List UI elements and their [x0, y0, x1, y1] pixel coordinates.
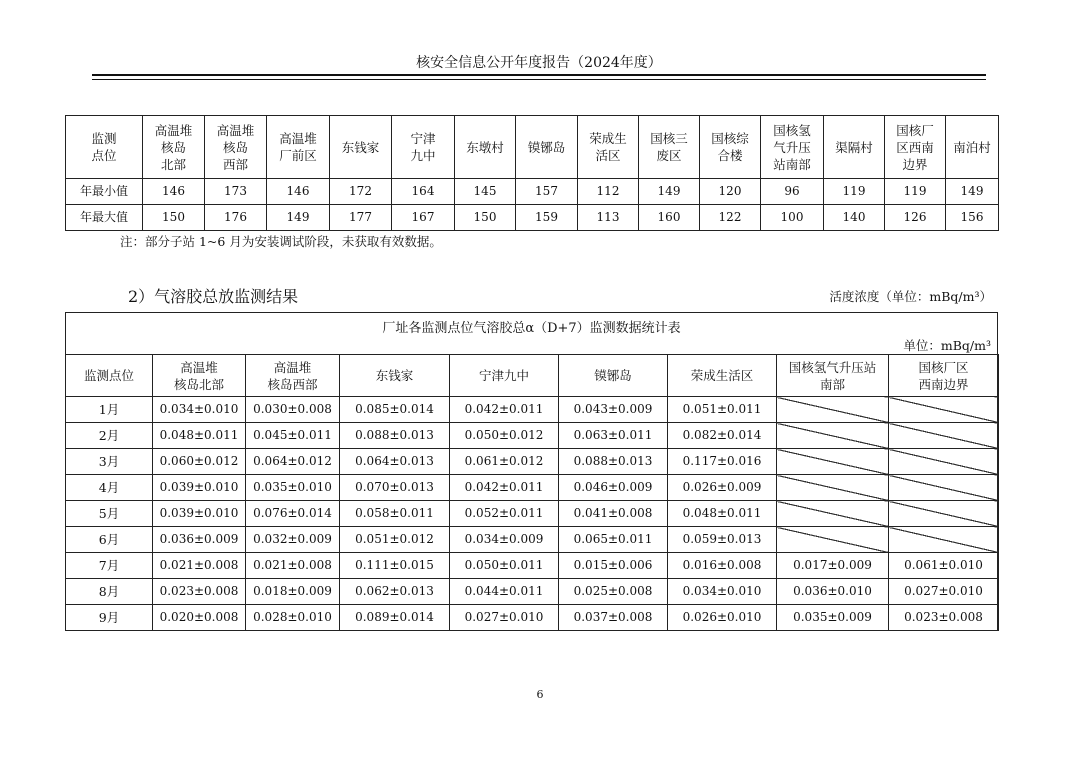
- t1-header-line: 宁津: [410, 131, 436, 146]
- t2-value-cell: 0.037±0.008: [559, 605, 668, 631]
- t2-row: [66, 475, 999, 501]
- t1-header-cell: [205, 116, 267, 179]
- t1-header-line: 镆铘岛: [527, 139, 566, 155]
- t2-value-cell: 0.020±0.008: [153, 605, 246, 631]
- t1-header-line: 站南部: [773, 156, 811, 172]
- t2-header-cell: [340, 355, 450, 397]
- t2-empty-cell: [889, 475, 999, 501]
- page-number: 6: [536, 688, 544, 701]
- t1-header-cell: [267, 116, 330, 179]
- t2-value-cell: 0.051±0.011: [668, 397, 777, 423]
- t1-value-cell: 122: [700, 205, 761, 231]
- t2-value-cell: 0.023±0.008: [889, 605, 999, 631]
- t2-value-cell: 0.039±0.010: [153, 501, 246, 527]
- t1-value-cell: 159: [516, 205, 578, 231]
- t2-row-label: 7月: [66, 553, 153, 579]
- t2-empty-cell: [777, 397, 889, 423]
- t1-header-line: 渠隔村: [835, 139, 873, 155]
- t1-value-cell: 150: [455, 205, 516, 231]
- t1-value-cell: 172: [330, 179, 392, 205]
- t1-value-cell: 177: [330, 205, 392, 231]
- t1-header-cell: [392, 116, 455, 179]
- t2-value-cell: 0.023±0.008: [153, 579, 246, 605]
- t1-header-line: 北部: [160, 156, 186, 172]
- t1-value-cell: 113: [578, 205, 639, 231]
- t2-empty-cell: [777, 527, 889, 553]
- t2-value-cell: 0.026±0.010: [668, 605, 777, 631]
- t2-header-cell: [246, 355, 340, 397]
- t2-value-cell: 0.063±0.011: [559, 423, 668, 449]
- t1-header-line: 高温堆: [154, 122, 193, 138]
- t1-header-line: 废区: [656, 148, 682, 163]
- t1-header-line: 边界: [902, 156, 928, 172]
- t1-header-line: 核岛: [222, 139, 248, 155]
- t1-value-cell: 149: [267, 205, 330, 231]
- t1-header-cell: [824, 116, 885, 179]
- t1-value-cell: 96: [761, 179, 824, 205]
- t2-empty-cell: [777, 501, 889, 527]
- t2-value-cell: 0.036±0.010: [777, 579, 889, 605]
- t1-value-cell: 160: [639, 205, 700, 231]
- t2-row: [66, 423, 999, 449]
- t2-header-cell: [777, 355, 889, 397]
- t1-header-line: 东钱家: [341, 139, 380, 155]
- t1-header-line: 国核氢: [773, 122, 811, 138]
- t1-value-cell: 145: [455, 179, 516, 205]
- t2-value-cell: 0.042±0.011: [450, 475, 559, 501]
- t2-value-cell: 0.061±0.012: [450, 449, 559, 475]
- t2-value-cell: 0.034±0.009: [450, 527, 559, 553]
- table1-note: 注：部分子站 1~6 月为安装调试阶段，未获取有效数据。: [120, 234, 442, 249]
- t1-header-cell: [946, 116, 999, 179]
- t2-row-label: 5月: [66, 501, 153, 527]
- t2-row-label: 2月: [66, 423, 153, 449]
- t2-value-cell: 0.021±0.008: [246, 553, 340, 579]
- t1-header-cell: [761, 116, 824, 179]
- t1-value-cell: 112: [578, 179, 639, 205]
- t1-row-label: 年最大值: [66, 205, 143, 231]
- t2-header-line: 南部: [819, 376, 845, 392]
- t2-header-line: 高温堆: [273, 359, 312, 375]
- t1-value-cell: 140: [824, 205, 885, 231]
- t2-value-cell: 0.034±0.010: [153, 397, 246, 423]
- t2-header-line: 西南边界: [918, 376, 969, 392]
- t2-value-cell: 0.076±0.014: [246, 501, 340, 527]
- t2-row-label: 9月: [66, 605, 153, 631]
- t2-header-line: 高温堆: [180, 359, 218, 375]
- t1-row-label: 年最小值: [66, 179, 143, 205]
- t2-value-cell: 0.030±0.008: [246, 397, 340, 423]
- t2-value-cell: 0.017±0.009: [777, 553, 889, 579]
- t1-header-line: 国核厂: [896, 122, 934, 138]
- t1-value-cell: 119: [824, 179, 885, 205]
- t2-value-cell: 0.026±0.009: [668, 475, 777, 501]
- t1-header-line: 国核三: [650, 131, 688, 146]
- t1-row: [66, 205, 999, 231]
- t2-value-cell: 0.035±0.009: [777, 605, 889, 631]
- t2-value-cell: 0.048±0.011: [153, 423, 246, 449]
- t2-empty-cell: [889, 449, 999, 475]
- t2-value-cell: 0.042±0.011: [450, 397, 559, 423]
- t2-value-cell: 0.065±0.011: [559, 527, 668, 553]
- t1-header-cell: [330, 116, 392, 179]
- t1-value-cell: 157: [516, 179, 578, 205]
- t2-value-cell: 0.060±0.012: [153, 449, 246, 475]
- t2-header-line: 监测点位: [83, 368, 134, 383]
- t1-value-cell: 146: [143, 179, 205, 205]
- t1-header-line: 监测: [91, 131, 117, 146]
- t2-value-cell: 0.062±0.013: [340, 579, 450, 605]
- section-unit: 活度浓度（单位：mBq/m³）: [829, 289, 992, 304]
- t2-row-label: 4月: [66, 475, 153, 501]
- t1-header-line: 西部: [222, 156, 248, 172]
- t2-value-cell: 0.088±0.013: [340, 423, 450, 449]
- page-header-title: 核安全信息公开年度报告（2024年度）: [416, 55, 662, 71]
- t2-row: [66, 397, 999, 423]
- t2-header-cell: [559, 355, 668, 397]
- t1-value-cell: 173: [205, 179, 267, 205]
- t1-header-cell: [455, 116, 516, 179]
- t2-value-cell: 0.050±0.012: [450, 423, 559, 449]
- t1-header-line: 高温堆: [279, 131, 317, 146]
- t2-empty-cell: [889, 527, 999, 553]
- t2-row: [66, 605, 999, 631]
- t2-value-cell: 0.035±0.010: [246, 475, 340, 501]
- t1-header-cell: [700, 116, 761, 179]
- t1-header-line: 厂前区: [279, 148, 317, 163]
- t2-empty-cell: [777, 423, 889, 449]
- t2-value-cell: 0.041±0.008: [559, 501, 668, 527]
- t2-value-cell: 0.085±0.014: [340, 397, 450, 423]
- t1-value-cell: 146: [267, 179, 330, 205]
- t2-row: [66, 553, 999, 579]
- t1-header-cell: [143, 116, 205, 179]
- t1-header-line: 高温堆: [216, 122, 255, 138]
- t2-header-line: 国核氢气升压站: [788, 359, 877, 375]
- t2-empty-cell: [889, 423, 999, 449]
- t2-value-cell: 0.045±0.011: [246, 423, 340, 449]
- t2-value-cell: 0.016±0.008: [668, 553, 777, 579]
- t2-header-line: 宁津九中: [478, 368, 529, 383]
- t2-value-cell: 0.050±0.011: [450, 553, 559, 579]
- t2-value-cell: 0.088±0.013: [559, 449, 668, 475]
- t2-value-cell: 0.111±0.015: [340, 553, 450, 579]
- t2-header-line: 国核厂区: [918, 359, 969, 375]
- t2-value-cell: 0.021±0.008: [153, 553, 246, 579]
- t1-value-cell: 150: [143, 205, 205, 231]
- t2-value-cell: 0.046±0.009: [559, 475, 668, 501]
- t2-value-cell: 0.044±0.011: [450, 579, 559, 605]
- t2-value-cell: 0.027±0.010: [889, 579, 999, 605]
- t2-row: [66, 449, 999, 475]
- t2-value-cell: 0.064±0.013: [340, 449, 450, 475]
- t2-empty-cell: [889, 397, 999, 423]
- t2-empty-cell: [777, 449, 889, 475]
- t1-value-cell: 119: [885, 179, 946, 205]
- t1-value-cell: 176: [205, 205, 267, 231]
- t2-header-cell: [889, 355, 999, 397]
- t2-value-cell: 0.034±0.010: [668, 579, 777, 605]
- t2-header-line: 镆铘岛: [594, 368, 632, 383]
- t2-value-cell: 0.061±0.010: [889, 553, 999, 579]
- t1-header-line: 核岛: [160, 139, 186, 155]
- t1-row: [66, 179, 999, 205]
- t2-header-line: 东钱家: [375, 368, 414, 383]
- t1-header-line: 荣成生: [589, 131, 627, 146]
- t2-value-cell: 0.039±0.010: [153, 475, 246, 501]
- t2-value-cell: 0.058±0.011: [340, 501, 450, 527]
- t2-empty-cell: [777, 475, 889, 501]
- t2-row: [66, 527, 999, 553]
- t1-header-line: 南泊村: [953, 139, 991, 155]
- t1-header-cell: [578, 116, 639, 179]
- t2-value-cell: 0.025±0.008: [559, 579, 668, 605]
- t2-value-cell: 0.082±0.014: [668, 423, 777, 449]
- t2-value-cell: 0.027±0.010: [450, 605, 559, 631]
- gamma-dose-rate-table: [65, 115, 999, 231]
- t2-row-label: 8月: [66, 579, 153, 605]
- t2-value-cell: 0.018±0.009: [246, 579, 340, 605]
- t2-value-cell: 0.117±0.016: [668, 449, 777, 475]
- t2-value-cell: 0.015±0.006: [559, 553, 668, 579]
- t2-header-line: 荣成生活区: [690, 368, 754, 383]
- t2-row: [66, 579, 999, 605]
- t1-header-line: 气升压: [773, 139, 811, 155]
- aerosol-alpha-table: [65, 354, 999, 631]
- t1-header-cell: [639, 116, 700, 179]
- t2-row-label: 3月: [66, 449, 153, 475]
- t2-header-cell: [153, 355, 246, 397]
- t1-header-line: 合楼: [717, 148, 743, 163]
- t1-header-cell: [66, 116, 143, 179]
- t1-header-line: 九中: [410, 148, 436, 163]
- header-rule-thin: [92, 79, 986, 80]
- t1-value-cell: 100: [761, 205, 824, 231]
- t1-value-cell: 120: [700, 179, 761, 205]
- t2-header-cell: [668, 355, 777, 397]
- aerosol-table-unit: 单位：mBq/m³: [903, 338, 991, 353]
- t2-row-label: 6月: [66, 527, 153, 553]
- t1-header-line: 点位: [91, 148, 117, 163]
- t1-header-line: 活区: [595, 148, 621, 163]
- t1-value-cell: 149: [946, 179, 999, 205]
- t2-value-cell: 0.048±0.011: [668, 501, 777, 527]
- t2-row: [66, 501, 999, 527]
- t2-empty-cell: [889, 501, 999, 527]
- header-rule-thick: [92, 74, 986, 76]
- t1-header-line: 国核综: [711, 131, 749, 146]
- t2-row-label: 1月: [66, 397, 153, 423]
- t2-header-cell: [66, 355, 153, 397]
- t2-value-cell: 0.070±0.013: [340, 475, 450, 501]
- t2-value-cell: 0.064±0.012: [246, 449, 340, 475]
- t2-value-cell: 0.032±0.009: [246, 527, 340, 553]
- t1-header-cell: [885, 116, 946, 179]
- aerosol-table-title: 厂址各监测点位气溶胶总α（D+7）监测数据统计表: [382, 321, 681, 336]
- t1-value-cell: 164: [392, 179, 455, 205]
- t2-value-cell: 0.052±0.011: [450, 501, 559, 527]
- t2-value-cell: 0.089±0.014: [340, 605, 450, 631]
- t1-value-cell: 126: [885, 205, 946, 231]
- t1-value-cell: 149: [639, 179, 700, 205]
- t2-header-line: 核岛北部: [173, 376, 224, 392]
- t2-header-cell: [450, 355, 559, 397]
- t1-value-cell: 167: [392, 205, 455, 231]
- t1-value-cell: 156: [946, 205, 999, 231]
- t2-header-line: 核岛西部: [267, 376, 318, 392]
- t1-header-line: 区西南: [896, 139, 934, 155]
- t2-value-cell: 0.036±0.009: [153, 527, 246, 553]
- t1-header-line: 东墩村: [466, 139, 504, 155]
- t2-value-cell: 0.043±0.009: [559, 397, 668, 423]
- t2-value-cell: 0.028±0.010: [246, 605, 340, 631]
- t1-header-row: [66, 116, 999, 179]
- t2-header-row: [66, 355, 999, 397]
- t1-header-cell: [516, 116, 578, 179]
- t2-value-cell: 0.051±0.012: [340, 527, 450, 553]
- t2-value-cell: 0.059±0.013: [668, 527, 777, 553]
- section-title: 2）气溶胶总放监测结果: [128, 287, 299, 306]
